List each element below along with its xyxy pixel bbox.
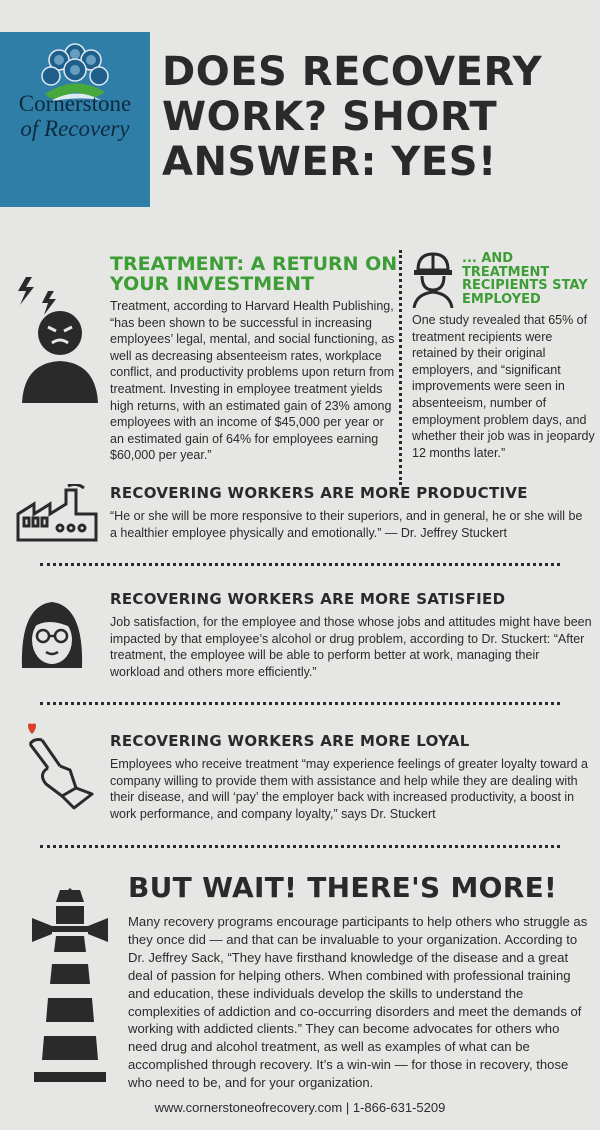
employed-heading: ... AND TREATMENT RECIPIENTS STAY EMPLOYED: [462, 251, 588, 307]
divider-3: [40, 845, 560, 848]
logo-text-line1: Cornerstone: [18, 91, 132, 116]
page-title: DOES RECOVERY WORK? SHORT ANSWER: YES!: [162, 49, 543, 185]
lighthouse-icon: [30, 888, 110, 1088]
stressed-person-icon: [14, 275, 100, 405]
construction-worker-icon: [412, 252, 454, 308]
divider-2: [40, 702, 560, 705]
divider-1: [40, 563, 560, 566]
satisfied-heading: RECOVERING WORKERS ARE MORE SATISFIED: [110, 590, 506, 608]
footer-contact: www.cornerstoneofrecovery.com | 1-866-631-5209: [154, 1100, 446, 1115]
treatment-heading: TREATMENT: A RETURN ON YOUR INVESTMENT: [110, 253, 398, 295]
productive-heading: RECOVERING WORKERS ARE MORE PRODUCTIVE: [110, 484, 528, 502]
more-body: Many recovery programs encourage participants to help others who struggle as they once did — and that can be invaluable to your organization. According to Dr. Jeffrey Sack, “They have firsthand knowledge of the disease and a great deal of passion for helping others. When combined with professional training and education, these individuals develop the skills to understand the complexities of addiction and co-occurring disorders and meet the demands of working with addicted clients.” They can become advocates for others who need drug and alcohol treatment, as well as examples of what can be accomplished through recovery. It’s a win-win — for those in recovery, those who need to be, and for your organization.: [128, 914, 588, 1091]
loyal-heading: RECOVERING WORKERS ARE MORE LOYAL: [110, 732, 470, 750]
vertical-divider: [399, 250, 402, 485]
factory-icon: [16, 484, 98, 542]
productive-body: “He or she will be more responsive to their superiors, and in general, he or she will be a healthier employee physically and emotionally.” — Dr. Jeffrey Stuckert: [110, 509, 583, 540]
logo-text-line2: of Recovery: [20, 116, 130, 141]
more-heading: BUT WAIT! THERE'S MORE!: [128, 871, 558, 904]
treatment-body: Treatment, according to Harvard Health Publishing, “has been shown to be successful in increasing employees’ legal, mental, and social functioning, as well as decreasing absenteeism rates, workplace conflict, and productivity problems upon return from treatment. Investing in employee treatment yields high returns, with an estimated gain of 23% among employees with an income of $45,000 per year or an estimated gain of 64% for employees earning $60,000 per year.”: [110, 299, 395, 463]
employed-body: One study revealed that 65% of treatment recipients were retained by their original employers, and “significant improvements were seen in absenteeism, number of employment problem days, and whether their job was in jeopardy 12 months later.”: [412, 313, 595, 460]
woman-with-glasses-icon: [18, 598, 86, 670]
satisfied-body: Job satisfaction, for the employee and those whose jobs and attitudes might have been impacted by that employee’s alcohol or drug problem, according to Dr. Stuckert: “After treatment, the employee will be able to perform better at work, managing their workload and others more efficiently.”: [110, 615, 592, 679]
finger-heart-icon: [18, 722, 94, 814]
loyal-body: Employees who receive treatment “may experience feelings of greater loyalty toward a company willing to provide them with assistance and help while they are dealing with their disease, and will ‘pay’ the employer back with increased productivity, a boost in work performance, and company loyalty,” says Dr. Stuckert: [110, 757, 589, 821]
